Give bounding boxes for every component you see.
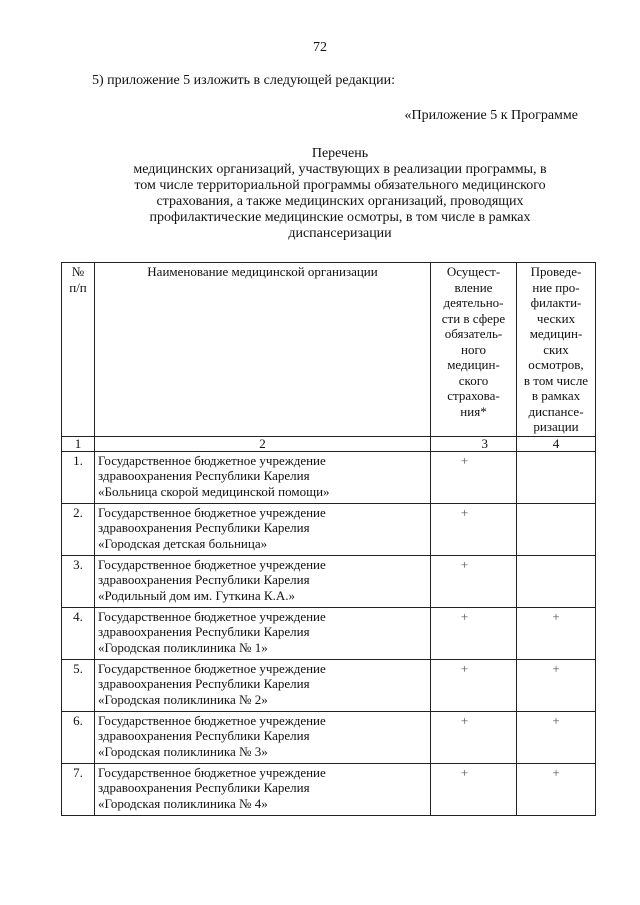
table-row	[62, 451, 596, 503]
table-row	[62, 711, 596, 763]
title-line: медицинских организаций, участвующих в реализации программы, в	[133, 162, 547, 177]
organization-name: Государственное бюджетное учреждение здравоохранения Республики Карелия «Больница скорой медицинской помощи»	[95, 451, 431, 503]
row-number: 3.	[62, 555, 95, 607]
column-index: 1	[62, 436, 95, 451]
title-line: том числе территориальной программы обязательного медицинского	[134, 178, 546, 193]
column-index: 2	[95, 436, 431, 451]
row-number: 7.	[62, 763, 95, 815]
exams-mark: +	[517, 607, 596, 659]
insurance-mark: +	[431, 451, 517, 503]
row-number: 1.	[62, 451, 95, 503]
document-title	[100, 146, 580, 242]
column-index: 3	[431, 436, 517, 451]
amendment-intro: 5) приложение 5 изложить в следующей редакции:	[92, 73, 395, 88]
exams-mark	[517, 503, 596, 555]
organization-name: Государственное бюджетное учреждение здравоохранения Республики Карелия «Городская поликлиника № 2»	[95, 659, 431, 711]
table-row	[62, 555, 596, 607]
table-row	[62, 763, 596, 815]
table-row	[62, 607, 596, 659]
organizations-table	[61, 262, 596, 816]
insurance-mark: +	[431, 711, 517, 763]
title-heading: Перечень	[311, 146, 369, 161]
insurance-mark: +	[431, 607, 517, 659]
header-insurance: Осущест- вление деятельно- сти в сфере обязатель- ного медицин- ского страхова- ния*	[431, 263, 517, 437]
exams-mark: +	[517, 763, 596, 815]
insurance-mark: +	[431, 763, 517, 815]
column-index-row	[62, 436, 596, 451]
organization-name: Государственное бюджетное учреждение здравоохранения Республики Карелия «Родильный дом им. Гуткина К.А.»	[95, 555, 431, 607]
exams-mark	[517, 555, 596, 607]
organization-name: Государственное бюджетное учреждение здравоохранения Республики Карелия «Городская поликлиника № 4»	[95, 763, 431, 815]
page-number: 72	[313, 40, 327, 55]
table-row	[62, 503, 596, 555]
organization-name: Государственное бюджетное учреждение здравоохранения Республики Карелия «Городская поликлиника № 1»	[95, 607, 431, 659]
organization-name: Государственное бюджетное учреждение здравоохранения Республики Карелия «Городская детская больница»	[95, 503, 431, 555]
table-header-row	[62, 263, 596, 437]
insurance-mark: +	[431, 555, 517, 607]
header-exams: Проведе- ние про- филакти- ческих медицин- ских осмотров, в том числе в рамках диспансе- ризации	[517, 263, 596, 437]
header-name: Наименование медицинской организации	[95, 263, 431, 437]
column-index: 4	[517, 436, 596, 451]
row-number: 5.	[62, 659, 95, 711]
insurance-mark: +	[431, 659, 517, 711]
insurance-mark: +	[431, 503, 517, 555]
title-line: профилактические медицинские осмотры, в том числе в рамках	[149, 210, 531, 225]
exams-mark	[517, 451, 596, 503]
header-num: № п/п	[62, 263, 95, 437]
appendix-reference: «Приложение 5 к Программе	[404, 108, 578, 123]
exams-mark: +	[517, 711, 596, 763]
row-number: 6.	[62, 711, 95, 763]
title-line: диспансеризации	[288, 226, 392, 241]
row-number: 4.	[62, 607, 95, 659]
title-line: страхования, а также медицинских организаций, проводящих	[156, 194, 524, 209]
exams-mark: +	[517, 659, 596, 711]
row-number: 2.	[62, 503, 95, 555]
organization-name: Государственное бюджетное учреждение здравоохранения Республики Карелия «Городская поликлиника № 3»	[95, 711, 431, 763]
table-row	[62, 659, 596, 711]
